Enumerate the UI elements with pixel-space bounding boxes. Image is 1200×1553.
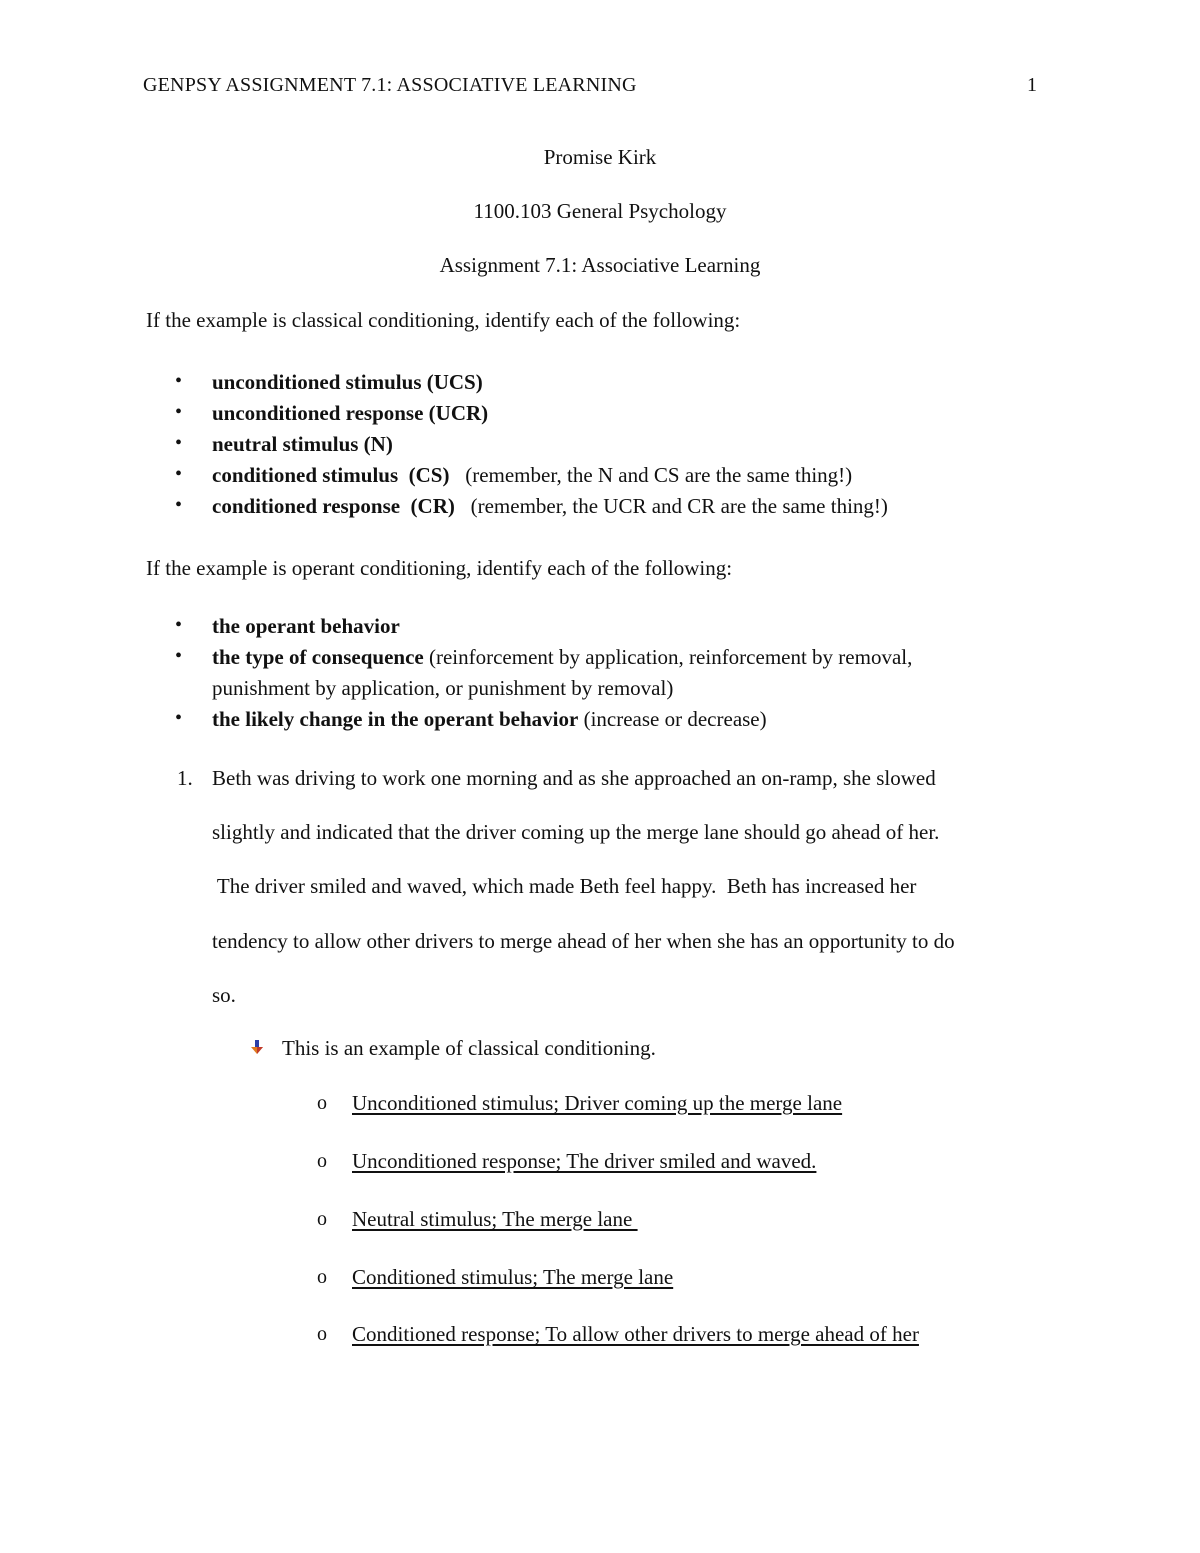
list-marker: o [317,1150,327,1172]
list-marker: o [317,1266,327,1288]
list-marker: o [317,1323,327,1345]
assignment-title: Assignment 7.1: Associative Learning [439,253,761,277]
bullet-icon: • [175,370,183,392]
list-marker: o [317,1208,327,1230]
bullet-icon: • [175,401,183,423]
list-item: conditioned stimulus (CS) (remember, the N and CS are the same thing!) [212,463,853,487]
page-number: 1 [1027,74,1037,96]
list-item: the type of consequence (reinforcement by application, reinforcement by removal, [212,645,913,669]
author-name: Promise Kirk [543,145,657,169]
question-number: 1. [177,766,193,790]
question-line: The driver smiled and waved, which made Beth feel happy. Beth has increased her [212,874,917,898]
list-item: the likely change in the operant behavior (increase or decrease) [212,707,767,731]
list-item: unconditioned stimulus (UCS) [212,370,483,394]
question-line: tendency to allow other drivers to merge ahead of her when she has an opportunity to do [212,929,955,953]
answer-statement: This is an example of classical conditioning. [282,1036,656,1060]
list-item: neutral stimulus (N) [212,432,393,456]
bullet-icon: • [175,614,183,636]
list-item: unconditioned response (UCR) [212,401,489,425]
answer-item: Neutral stimulus; The merge lane [352,1207,638,1231]
bullet-icon: • [175,645,183,667]
answer-item: Unconditioned stimulus; Driver coming up the merge lane [352,1091,843,1115]
operant-intro: If the example is operant conditioning, identify each of the following: [146,556,733,580]
answer-item: Unconditioned response; The driver smiled and waved. [352,1149,817,1173]
question-line: slightly and indicated that the driver coming up the merge lane should go ahead of her. [212,820,940,844]
answer-item: Conditioned response; To allow other drivers to merge ahead of her [352,1322,919,1346]
course-name: 1100.103 General Psychology [473,199,727,223]
list-item: conditioned response (CR) (remember, the UCR and CR are the same thing!) [212,494,888,518]
list-item: the operant behavior [212,614,400,638]
list-marker: o [317,1092,327,1114]
bullet-icon: • [175,463,183,485]
question-line: so. [212,983,236,1007]
list-item-continuation: punishment by application, or punishment by removal) [212,676,674,700]
arrow-down-icon [249,1039,265,1055]
running-header: GENPSY ASSIGNMENT 7.1: ASSOCIATIVE LEARNING [143,74,637,96]
bullet-icon: • [175,432,183,454]
question-line: Beth was driving to work one morning and as she approached an on-ramp, she slowed [212,766,936,790]
answer-item: Conditioned stimulus; The merge lane [352,1265,674,1289]
bullet-icon: • [175,707,183,729]
bullet-icon: • [175,494,183,516]
classical-intro: If the example is classical conditioning, identify each of the following: [146,308,741,332]
